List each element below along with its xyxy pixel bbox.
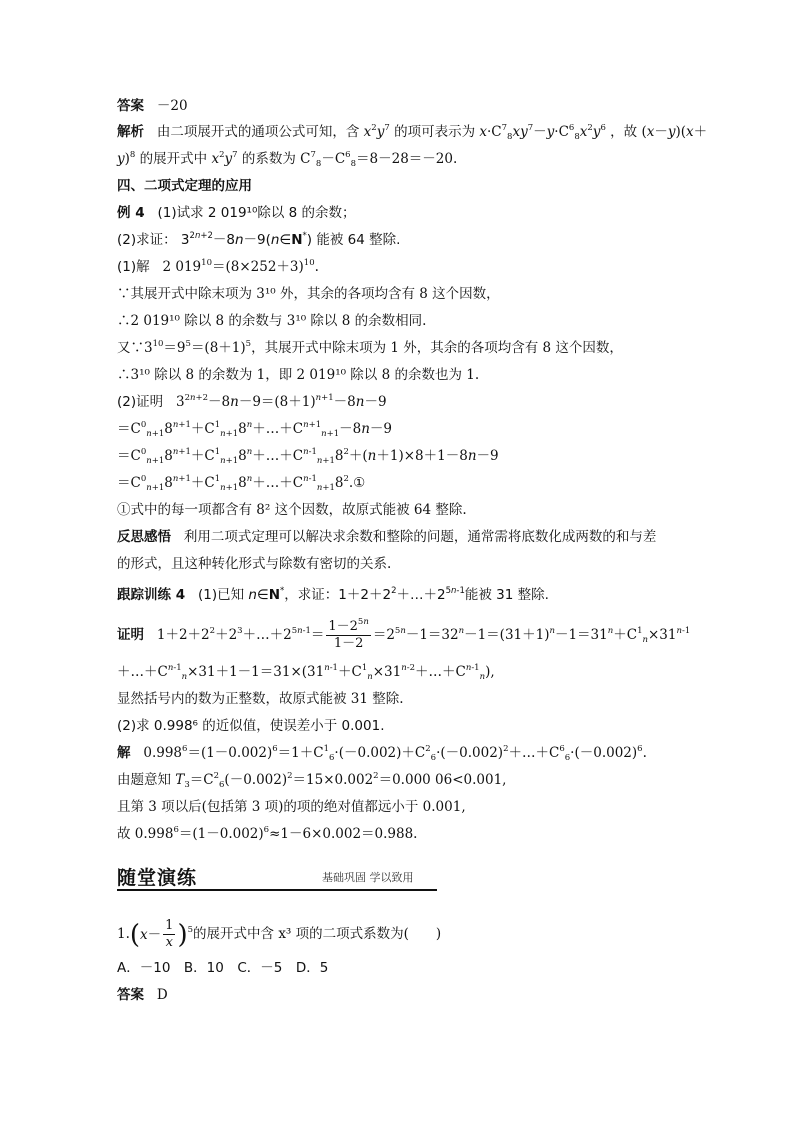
question-2: (2)求 0.998⁶ 的近似值，使误差小于 0.001. (117, 718, 385, 734)
analysis-line-2 (117, 149, 457, 169)
analysis-line-1 (117, 122, 707, 142)
analysis-text-a: 由二项展开式的通项公式可知，含 (156, 124, 360, 140)
solution-line-3: ∴2 019¹⁰ 除以 8 的余数与 3¹⁰ 除以 8 的余数相同. (117, 313, 427, 329)
example-label: 例 4 (117, 205, 145, 221)
exercise-answer-value: D (156, 987, 168, 1003)
solution-label: (1)解 (117, 259, 150, 275)
solution-line-5: ∴3¹⁰ 除以 8 的余数为 1，即 2 019¹⁰ 除以 8 的余数也为 1. (117, 367, 480, 383)
fraction: $\frac{1-2^{5n}}{1-2}$ (328, 617, 369, 651)
q2-solution-line-2: 由题意知 $T_3=C^2_6(-0.002)^2=15\times 0.002^2=0.000$ 06<0.001, (117, 771, 507, 790)
practice-text: 能被 31 整除. (464, 587, 549, 603)
practice-line-1: 跟踪训练 4 (1)已知 n∈N*，求证：$1+2+2^2+\dots+2^{5n-1}$能被 31 整除. (117, 586, 549, 603)
math-expression: $3^{2n+2}-8n-9(n\in N^*)$ (180, 231, 313, 248)
proof-note: ①式中的每一项都含有 8² 这个因数，故原式能被 64 整除. (117, 502, 467, 518)
proof-label: (2)证明 (117, 394, 164, 410)
analysis-text-e: 的系数为 (241, 151, 296, 167)
math-term: $x^2y^7$ (211, 150, 238, 167)
proof-practice-conclusion: 显然括号内的数为正整数，故原式能被 31 整除. (117, 691, 404, 707)
exercise-stem: 的展开式中含 x³ 项的二项式系数为( ) (193, 926, 442, 942)
proof-practice-line-1: 证明 $1+2+2^2+2^3+\dots+2^{5n-1}=$ $\frac{1-2^{5n}}{1-2}$ $=2^{5n}-1=32^n-1=(31+1)^n-1=31^n+C^1_n\times 31^{n-1}$ (117, 617, 691, 651)
solution-line-1: (1)解 2 $019^{10}=(8\times 252+3)^{10}$. (117, 258, 319, 275)
q2-text: ≈1－6×0.002＝0.988. (269, 826, 418, 842)
example-line-2 (117, 230, 400, 250)
reflection-label: 反思感悟 (117, 529, 171, 545)
reflection-text: 利用二项式定理可以解决求余数和整除的问题，通常需将底数化成两数的和与差 (183, 529, 657, 545)
math-expression: $C^7_8-C^6_8$ (300, 150, 357, 169)
solution-line-2: ∵其展开式中除末项为 3¹⁰ 外，其余的各项均含有 8 这个因数， (117, 286, 500, 302)
right-paren: ) (177, 919, 188, 950)
q2-text: 由题意知 (117, 772, 171, 788)
math-expression: (x－y)(x＋ (641, 124, 708, 140)
answer-label: 答案 (117, 98, 144, 114)
analysis-text-b: 的项可表示为 (394, 124, 476, 140)
practice-text: (1)已知 (197, 587, 245, 603)
practice-label: 跟踪训练 4 (117, 587, 186, 603)
exercise-1-line: 1.(x－ $\frac{1}{x}$ )$^5$的展开式中含 x³ 项的二项式系数为( ) (117, 918, 442, 950)
exercise-answer-label: 答案 (117, 987, 144, 1003)
q2-text: 故 0.998 (117, 826, 174, 842)
q2-solution-line-4: 故 $0.998^6=(1-0.002)^6\approx 1-6\times 0.002=0.988$. (117, 825, 418, 842)
proof-line-4 (117, 473, 365, 493)
q2-solution-line-3: 且第 3 项以后(包括第 3 项)的项的绝对值都远小于 0.001, (117, 799, 466, 815)
math-expression: $x\cdot C^7_8xy^7-y\cdot C^6_8x^2y^6$ (479, 123, 606, 142)
solution-text: ，其展开式中除末项为 1 外，其余的各项均含有 8 这个因数， (251, 340, 623, 356)
q2-text: ＝(1－0.002) (178, 826, 264, 842)
proof-line-2 (117, 419, 392, 439)
answer-value: －20 (156, 98, 188, 114)
q2-solution-label: 解 (117, 745, 131, 761)
fraction: $\frac{1}{x}$ (165, 918, 174, 950)
example-question-1: (1)试求 2 019¹⁰除以 8 的余数； (157, 205, 356, 221)
proof-line-3 (117, 446, 499, 466)
q2-solution-line-1: 解 $0.998^6=(1-0.002)^6=1+C^1_6\cdot(-0.002)+C^2_6\cdot(-0.002)^2+\dots+C^6_6\cdot(-0.002)^6$. (117, 744, 647, 763)
analysis-label: 解析 (117, 124, 144, 140)
example-question-2b: 能被 64 整除. (316, 232, 401, 248)
math-expression: $=C^0_{n+1}8^{n+1}+C^1_{n+1}8^n+\dots+C^{n+1}_{n+1}-8n-9$ (117, 420, 393, 439)
math-expression: $=C^0_{n+1}8^{n+1}+C^1_{n+1}8^n+\dots+C^{n-1}_{n+1}8^2.①$ (117, 474, 366, 493)
section-heading: 四、二项式定理的应用 (117, 178, 252, 194)
proof-practice-label: 证明 (117, 627, 144, 643)
answer-line (117, 96, 188, 116)
solution-text: ＝9 (163, 340, 186, 356)
proof-practice-line-2: $+\dots+C^{n-1}_n\times 31+1-1=31\times(31^{n-1}+C^1_n\times 31^{n-2}+\dots+C^{n-1}_n)$, (117, 663, 495, 682)
math-expression: y)$^8$ (117, 150, 136, 167)
banner-title: 随堂演练 (117, 867, 198, 889)
math-expression: $=C^0_{n+1}8^{n+1}+C^1_{n+1}8^n+\dots+C^{n-1}_{n+1}8^2+(n+1)\times 8+1-8n-9$ (117, 447, 499, 466)
exercise-options: A．－10 B．10 C．－5 D．5 (117, 960, 329, 976)
section-banner (117, 863, 447, 891)
solution-line-4: 又$\because 3^{10}=9^5=(8+1)^5$，其展开式中除末项为 1 外，其余的各项均含有 8 这个因数， (117, 339, 623, 356)
solution-text: ＝(8×252＋3) (211, 259, 304, 275)
exercise-answer (117, 985, 168, 1005)
math-expression: $3^{2n+2}-8n-9=(8+1)^{n+1}-8n-9$ (176, 393, 387, 410)
left-paren: ( (129, 919, 141, 950)
analysis-text-c: ，故 (610, 124, 638, 140)
example-question-2a: (2)求证： (117, 232, 177, 248)
example-line-1 (117, 203, 356, 223)
solution-text: ＝(8＋1) (190, 340, 246, 356)
q2-text: ＝0.000 06<0.001, (378, 772, 507, 788)
exercise-number: 1. (117, 926, 130, 942)
practice-text: ，求证： (284, 587, 339, 603)
reflection-line-1 (117, 527, 656, 547)
solution-text: 2 019 (162, 259, 202, 275)
banner-underline (117, 889, 437, 891)
math-term: $x^2y^7$ (363, 123, 390, 140)
proof-line-1 (117, 392, 387, 412)
solution-text: 又∵3 (117, 340, 153, 356)
analysis-text-d: 的展开式中 (139, 151, 208, 167)
analysis-text-f: ＝8－28＝－20. (356, 151, 458, 167)
reflection-line-2: 的形式，且这种转化形式与除数有密切的关系. (117, 556, 392, 572)
banner-tag: 基础巩固 学以致用 (322, 871, 414, 884)
